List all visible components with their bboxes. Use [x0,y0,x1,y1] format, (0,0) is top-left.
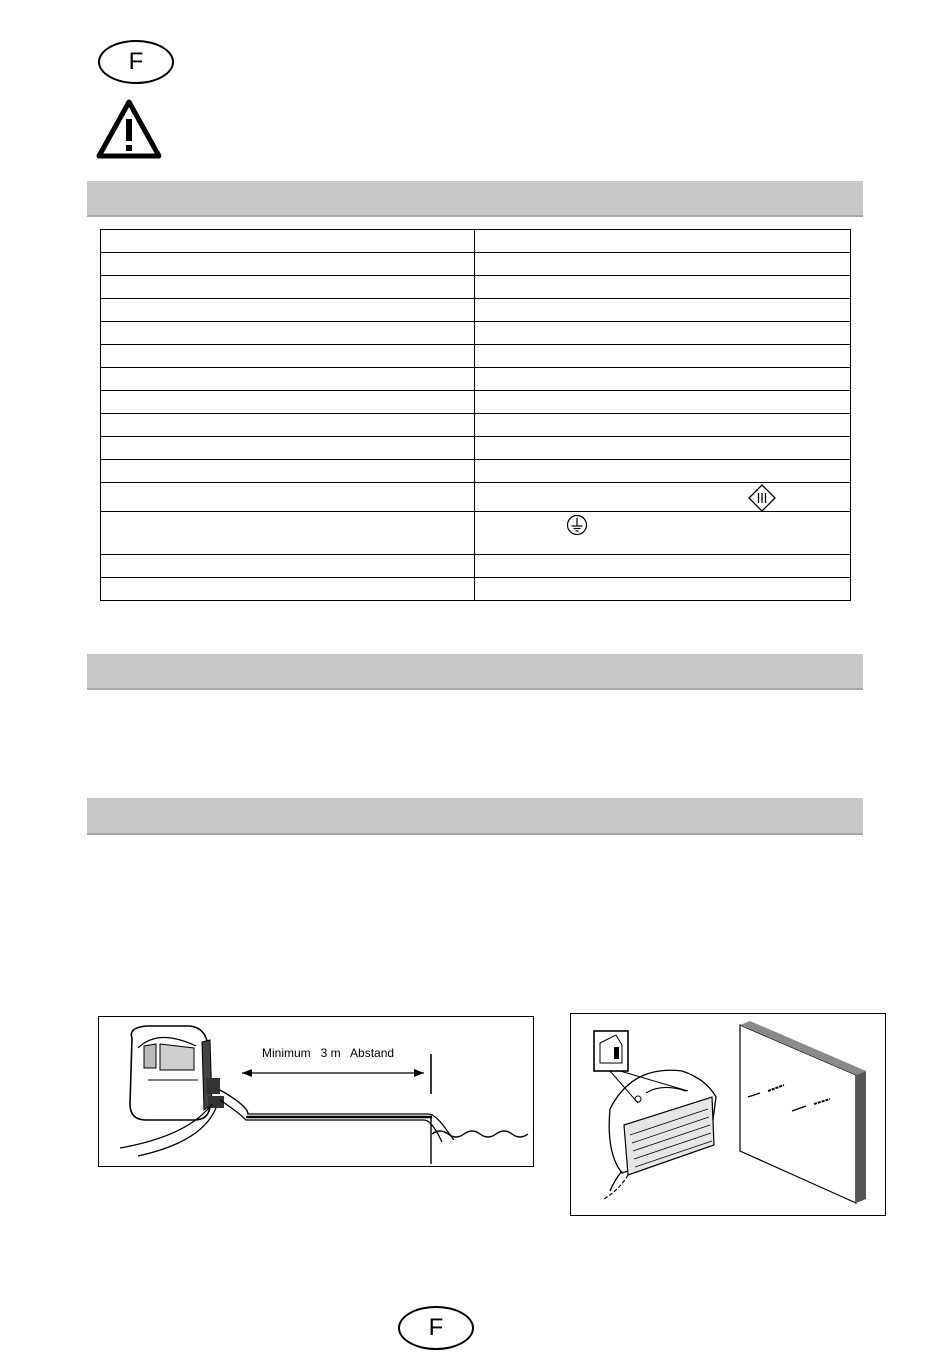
table-row [101,555,851,578]
table-row [101,391,851,414]
table-row [101,299,851,322]
table-row [101,414,851,437]
table-row [101,483,851,512]
section-header-band-3 [87,798,863,835]
table-row [101,253,851,276]
language-badge-top-label: F [128,48,144,75]
table-row [101,322,851,345]
language-badge-top [98,40,174,84]
section-header-band-2 [87,654,863,690]
section-header-band-1 [87,181,863,217]
earth-ground-icon [566,514,588,536]
warning-triangle-icon [96,99,162,159]
device-distance-illustration [98,1016,534,1167]
spec-table [100,229,851,601]
table-row [101,437,851,460]
table-row [101,578,851,601]
table-row [101,368,851,391]
table-row [101,345,851,368]
table-row [101,230,851,253]
class-iii-symbol-icon [748,484,776,512]
language-badge-bottom [398,1306,474,1350]
language-badge-bottom-label: F [428,1314,444,1341]
wall-mount-illustration [570,1013,886,1216]
table-row [101,276,851,299]
table-row [101,460,851,483]
table-row [101,512,851,555]
distance-label: Minimum 3 m Abstand [262,1046,395,1060]
